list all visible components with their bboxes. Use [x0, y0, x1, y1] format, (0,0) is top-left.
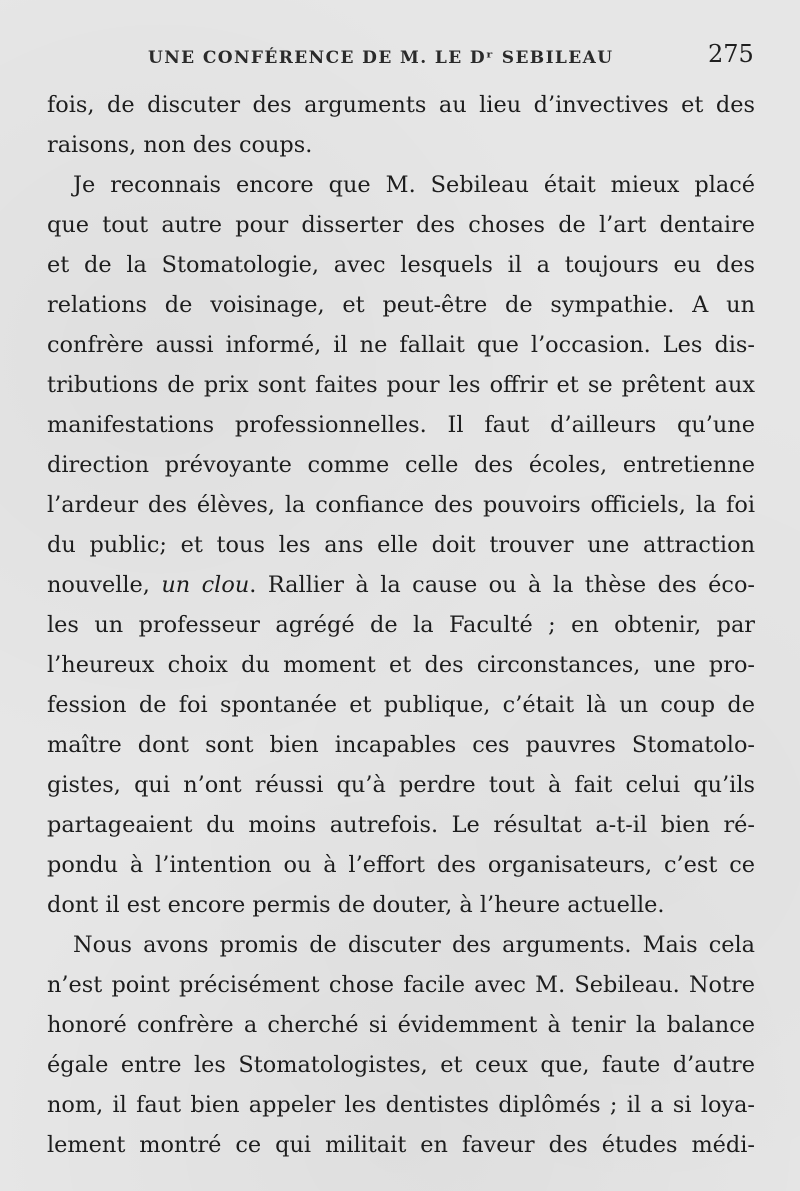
- text-line: direction prévoyante comme celle des écoles, entretienne: [47, 452, 755, 478]
- text-line: maître dont sont bien incapables ces pauvres Stomatolo-: [47, 732, 755, 758]
- text-line: lement montré ce qui militait en faveur des études médi-: [47, 1132, 755, 1158]
- running-header: [0, 38, 800, 78]
- text-line: gistes, qui n’ont réussi qu’à perdre tout à fait celui qu’ils: [47, 772, 755, 798]
- text-line: les un professeur agrégé de la Faculté ; en obtenir, par: [47, 612, 755, 638]
- text-line: Je reconnais encore que M. Sebileau était mieux placé: [73, 172, 755, 198]
- text-line: dont il est encore permis de douter, à l’heure actuelle.: [47, 892, 665, 918]
- text-line: du public; et tous les ans elle doit trouver une attraction: [47, 532, 755, 558]
- text-line: pondu à l’intention ou à l’effort des organisateurs, c’est ce: [47, 852, 755, 878]
- text-line: l’heureux choix du moment et des circonstances, une pro-: [47, 652, 755, 678]
- italic-phrase: un clou: [161, 572, 250, 598]
- text-line: manifestations professionnelles. Il faut d’ailleurs qu’une: [47, 412, 755, 438]
- text-line: n’est point précisément chose facile avec M. Sebileau. Notre: [47, 972, 755, 998]
- text-line: confrère aussi informé, il ne fallait que l’occasion. Les dis-: [47, 332, 755, 358]
- text-line-with-italic: nouvelle, un clou. Rallier à la cause ou à la thèse des éco-: [47, 572, 755, 598]
- body-text: [47, 85, 755, 1165]
- text-line: l’ardeur des élèves, la confiance des pouvoirs officiels, la foi: [47, 492, 755, 518]
- text-line: tributions de prix sont faites pour les offrir et se prêtent aux: [47, 372, 755, 398]
- text-line: partageaient du moins autrefois. Le résultat a-t-il bien ré-: [47, 812, 755, 838]
- text-line: Nous avons promis de discuter des arguments. Mais cela: [73, 932, 755, 958]
- page-number: 275: [708, 40, 754, 68]
- text-line: que tout autre pour disserter des choses de l’art dentaire: [47, 212, 755, 238]
- text-line: nom, il faut bien appeler les dentistes diplômés ; il a si loya-: [47, 1092, 755, 1118]
- text-line: fession de foi spontanée et publique, c’était là un coup de: [47, 692, 755, 718]
- running-title: UNE CONFÉRENCE DE M. LE Dʳ SEBILEAU: [148, 48, 614, 68]
- text-line: égale entre les Stomatologistes, et ceux que, faute d’autre: [47, 1052, 755, 1078]
- text-line: honoré confrère a cherché si évidemment à tenir la balance: [47, 1012, 755, 1038]
- text-line: relations de voisinage, et peut-être de sympathie. A un: [47, 292, 755, 318]
- text-line: fois, de discuter des arguments au lieu d’invectives et des: [47, 92, 755, 118]
- text-line: raisons, non des coups.: [47, 132, 313, 158]
- text-line: et de la Stomatologie, avec lesquels il a toujours eu des: [47, 252, 755, 278]
